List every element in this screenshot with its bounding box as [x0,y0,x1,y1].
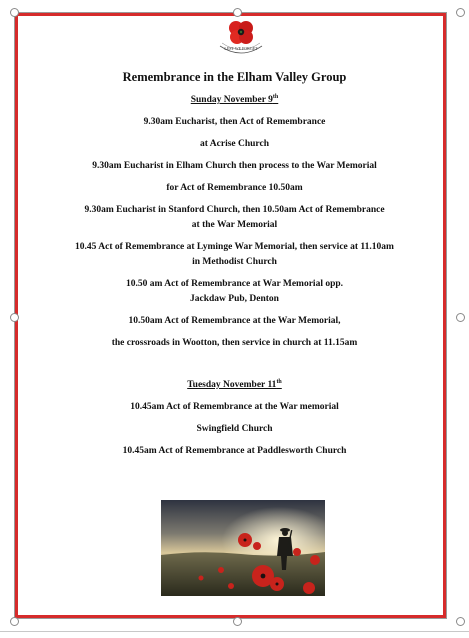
service-line: for Act of Remembrance 10.50am [166,183,303,193]
service-line: 10.45 Act of Remembrance at Lyminge War Memorial, then service at 11.10am [75,242,394,252]
resize-handle-top-right[interactable] [456,8,465,17]
resize-handle-bottom[interactable] [233,617,242,626]
service-line: 10.45am Act of Remembrance at Paddlesworth Church [122,446,347,456]
service-line: 10.50am Act of Remembrance at the War Memorial, [128,316,341,326]
tuesday-date-suffix: th [276,378,282,385]
resize-handle-left[interactable] [10,313,19,322]
resize-handle-top-left[interactable] [10,8,19,17]
soldier-poppy-field-image[interactable] [161,500,325,596]
sunday-date: Sunday November 9 [190,95,273,105]
page-bottom-rule [0,631,469,632]
tuesday-heading [30,379,439,392]
document-body [30,70,439,467]
service-line: 9.30am Eucharist in Stanford Church, then 10.50am Act of Remembrance [84,205,385,215]
poppy-icon [214,16,268,56]
selection-outline-bottom [14,618,447,619]
service-line: 10.50 am Act of Remembrance at War Memorial opp. [125,279,344,289]
resize-handle-right[interactable] [456,313,465,322]
service-line: in Methodist Church [192,257,277,267]
document-title: Remembrance in the Elham Valley Group [122,70,347,84]
service-line: at Acrise Church [200,139,269,149]
emblem-motto: LEST WE FORGET [224,46,258,51]
service-line: 10.45am Act of Remembrance at the War memorial [130,402,339,412]
sunday-heading [30,94,439,107]
resize-handle-bottom-right[interactable] [456,617,465,626]
selection-outline-right [446,12,447,619]
service-line: 9.30am Eucharist, then Act of Remembrance [143,117,326,127]
service-line: 9.30am Eucharist in Elham Church then process to the War Memorial [92,161,377,171]
service-line: at the War Memorial [191,220,278,230]
resize-handle-bottom-left[interactable] [10,617,19,626]
sunday-date-suffix: th [272,93,279,100]
selection-outline-top [14,12,447,13]
tuesday-date: Tuesday November 11 [187,380,277,390]
service-line: the crossroads in Wootton, then service in church at 11.15am [111,338,358,348]
service-line: Swingfield Church [196,424,273,434]
service-line: Jackdaw Pub, Denton [190,294,279,304]
